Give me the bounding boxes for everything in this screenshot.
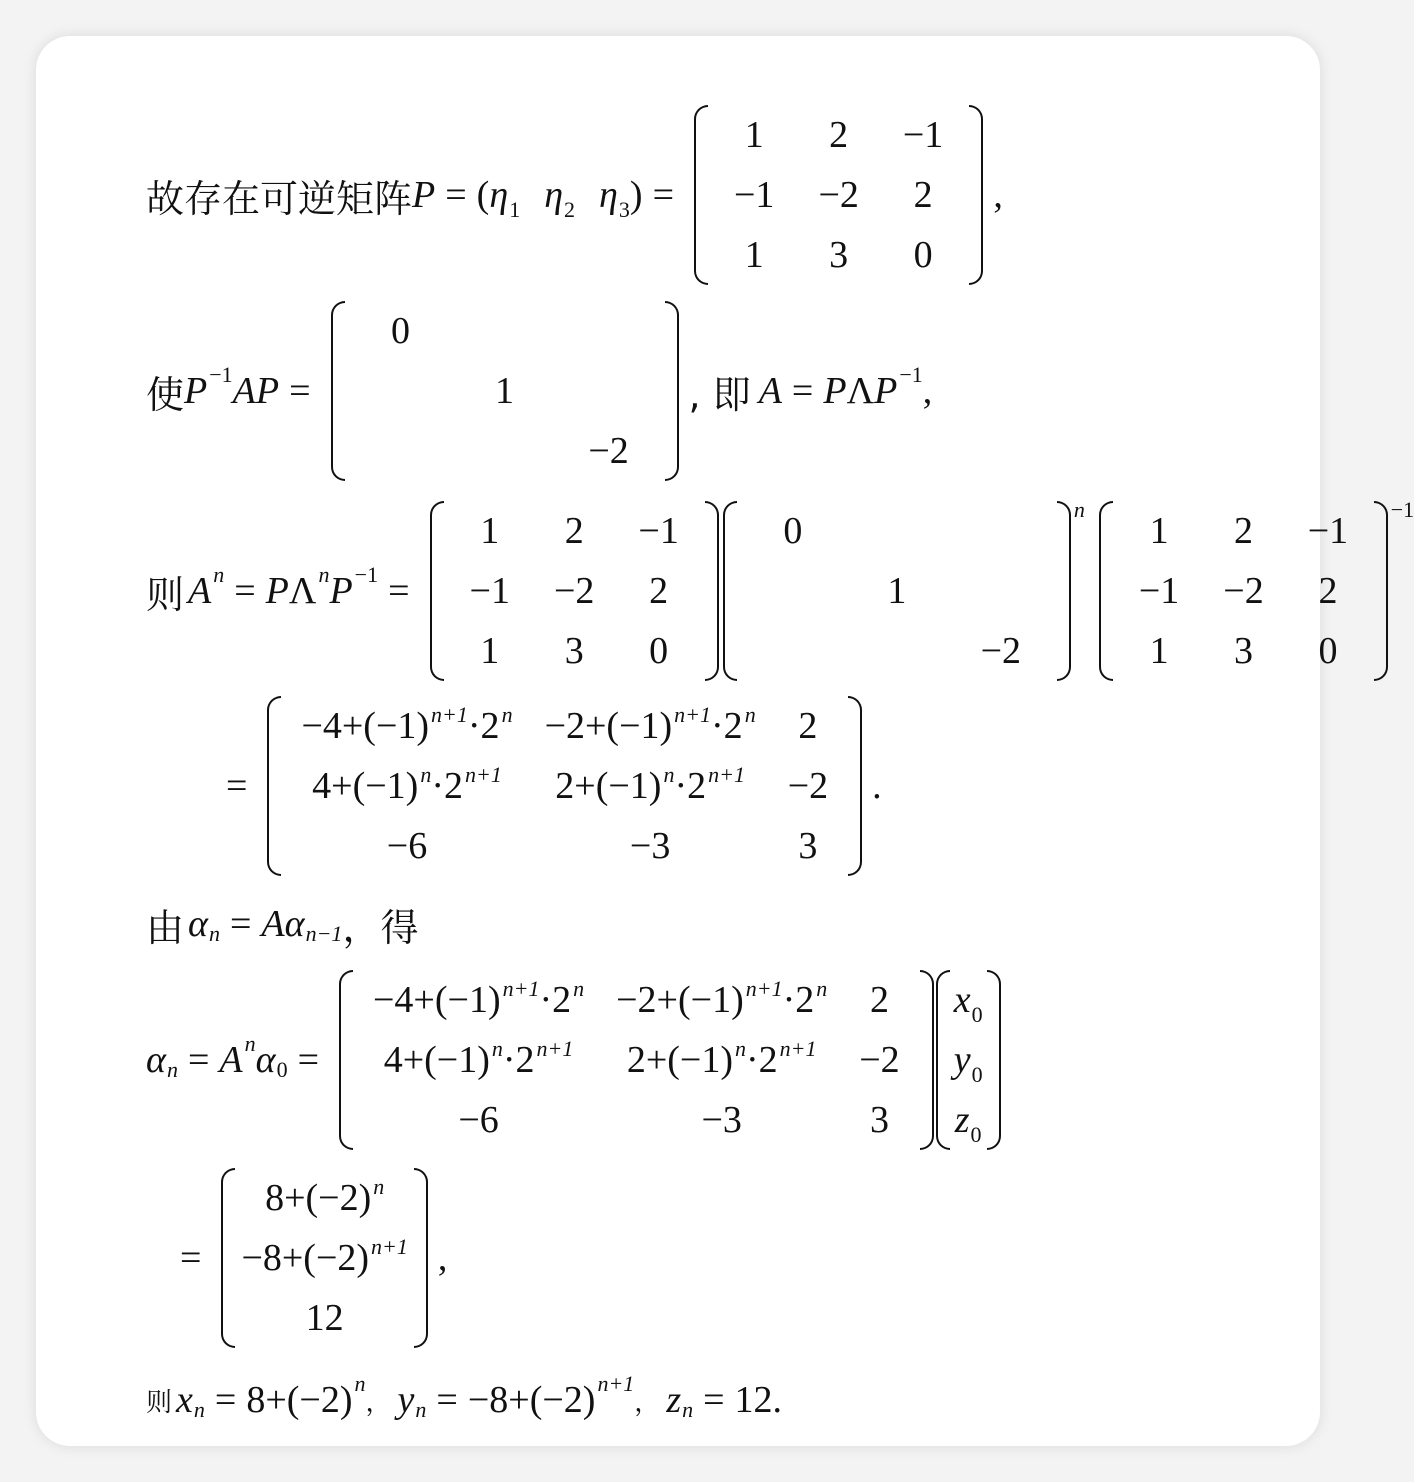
trailing-comma: , xyxy=(993,174,1003,216)
eq-line-2: 使 P −1 AP = 0 1 −2 , 即 A = P Λ P −1 , xyxy=(146,306,932,476)
text-suffix: ，得 xyxy=(342,905,419,950)
eq-line-5: 由 α n = Aα n−1 ，得 xyxy=(146,896,418,952)
diag-matrix-power: 0 1 −2 n xyxy=(723,501,1071,681)
equals-sign: = xyxy=(226,765,248,807)
equals-sign: = xyxy=(289,370,311,412)
matrix-P: 1 2 −1 −1 −2 2 1 3 0 xyxy=(694,105,983,285)
eq-line-4 xyxy=(216,696,882,876)
equals-sign: = xyxy=(445,174,467,216)
trailing-comma: , xyxy=(437,1237,448,1279)
text-prefix: 则 xyxy=(146,572,185,617)
eq-line-3: 则 A n = P Λ n P −1 = 1 2 −1 −1 −2 2 1 3 0 0 1 −2 n 1 2 −1 −1 −2 2 1 3 0 −1 xyxy=(146,504,1398,678)
symbol-P: P xyxy=(412,174,436,216)
eq-line-8: 则 x n = 8+(−2) n ， y n = −8+(−2) n+1 ， z n = 12 . xyxy=(146,1371,783,1422)
eq-line-1 xyxy=(146,110,1003,280)
eq-line-7 xyxy=(170,1168,447,1348)
inverse-exponent: −1 xyxy=(1390,497,1414,522)
diag-matrix: 0 1 −2 xyxy=(331,301,679,481)
eq-line-6: α n = A n α 0 = $-4+(-1)^{n+1}\cdot 2^n$ $-2+(-1)^{n+1}\cdot 2^n$ 2 $4+(-1)^n\cdot 2^{n+1}$ $2+(-1)^n\cdot 2^{n+1}$ −2 −6 −3 3 $x_0$ $y_0$ $z_0$ xyxy=(146,970,1011,1150)
matrix-P-inverse: 1 2 −1 −1 −2 2 1 3 0 −1 xyxy=(1099,501,1388,681)
trailing-period: . xyxy=(872,765,882,807)
text-prefix: 故存在可逆矩阵 xyxy=(146,176,413,221)
matrix-P: 1 2 −1 −1 −2 2 1 3 0 xyxy=(430,501,719,681)
text-mid: , 即 xyxy=(688,372,751,417)
matrix-A-power-n: $-4+(-1)^{n+1}\cdot 2^n$ $-2+(-1)^{n+1}\cdot 2^n$ 2 $4+(-1)^n\cdot 2^{n+1}$ $2+(-1)^n\cdot 2^{n+1}$ −2 −6 −3 3 xyxy=(267,696,862,876)
equals-sign: = xyxy=(180,1237,202,1279)
text-prefix: 使 xyxy=(146,372,185,417)
text-prefix: 由 xyxy=(146,905,185,950)
result-vector: $8+(-2)^n$ $-8+(-2)^{n+1}$ 12 xyxy=(221,1168,427,1348)
trailing-comma: , xyxy=(922,370,933,412)
power-exponent: n xyxy=(1073,497,1085,522)
eta-vector: ($\eta_1$ $\eta_2$ $\eta_3$) xyxy=(476,174,643,222)
matrix-A-power-n: $-4+(-1)^{n+1}\cdot 2^n$ $-2+(-1)^{n+1}\cdot 2^n$ 2 $4+(-1)^n\cdot 2^{n+1}$ $2+(-1)^n\cdot 2^{n+1}$ −2 −6 −3 3 xyxy=(339,970,934,1150)
initial-vector: $x_0$ $y_0$ $z_0$ xyxy=(936,970,1001,1150)
equals-sign: = xyxy=(652,174,674,216)
text-prefix: 则 xyxy=(146,1387,173,1418)
